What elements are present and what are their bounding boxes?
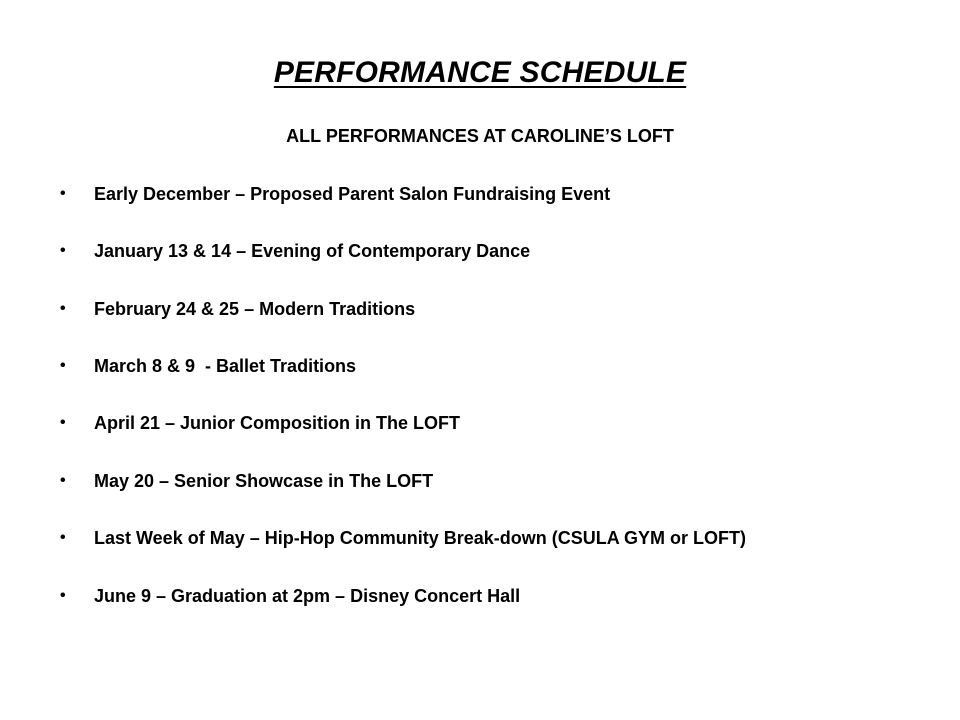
list-item [0, 238, 960, 264]
list-item [0, 353, 960, 379]
list-item [0, 410, 960, 436]
bullet-icon: • [60, 587, 66, 604]
list-item-text: May 20 – Senior Showcase in The LOFT [94, 471, 434, 491]
list-item-text: January 13 & 14 – Evening of Contemporary Dance [94, 241, 531, 261]
list-item [0, 525, 960, 551]
page-subtitle: ALL PERFORMANCES AT CAROLINE’S LOFT [286, 126, 674, 146]
bullet-icon: • [60, 357, 66, 374]
list-item [0, 583, 960, 609]
bullet-icon: • [60, 185, 66, 202]
bullet-icon: • [60, 300, 66, 317]
list-item [0, 468, 960, 494]
list-item-text: June 9 – Graduation at 2pm – Disney Concert Hall [94, 586, 521, 606]
list-item-text: February 24 & 25 – Modern Traditions [94, 299, 416, 319]
list-item-text: April 21 – Junior Composition in The LOFT [94, 413, 461, 433]
bullet-icon: • [60, 529, 66, 546]
bullet-icon: • [60, 414, 66, 431]
bullet-icon: • [60, 472, 66, 489]
list-item-text: Early December – Proposed Parent Salon Fundraising Event [94, 184, 611, 204]
page-title: PERFORMANCE SCHEDULE [273, 56, 687, 89]
list-item [0, 296, 960, 322]
list-item [0, 181, 960, 207]
list-item-text: March 8 & 9 - Ballet Traditions [94, 356, 357, 376]
list-item-text: Last Week of May – Hip-Hop Community Break-down (CSULA GYM or LOFT) [94, 528, 747, 548]
bullet-icon: • [60, 242, 66, 259]
